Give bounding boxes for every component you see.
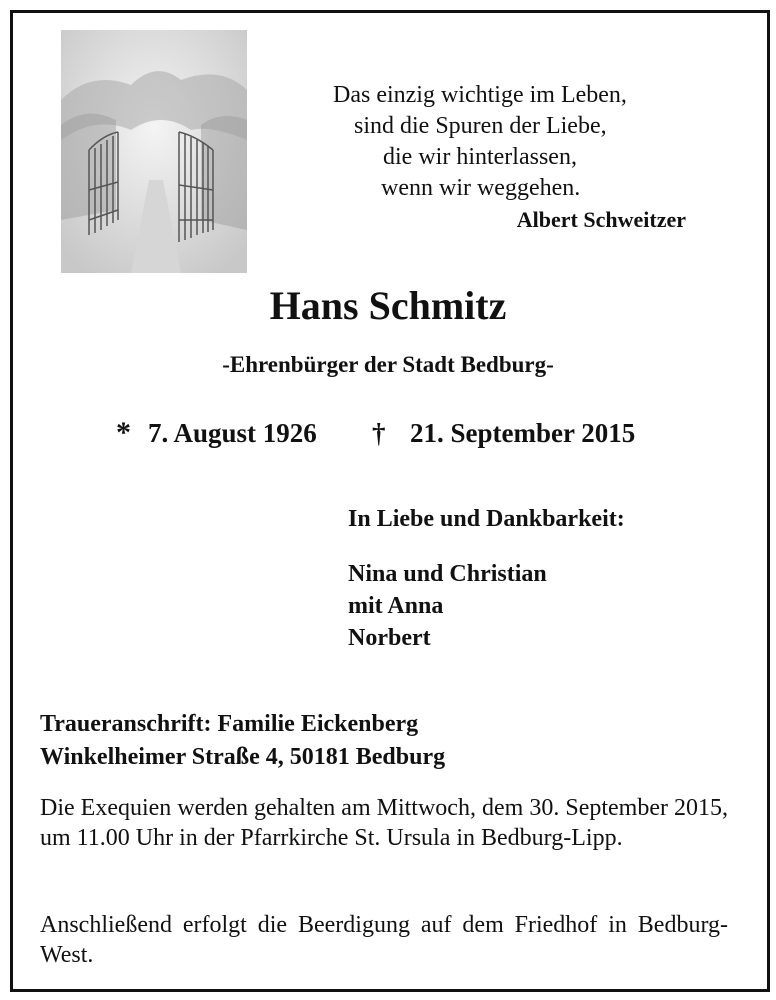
burial-paragraph: Anschließend erfolgt die Beerdigung auf dem Friedhof in Bedburg-West. bbox=[40, 912, 728, 968]
mourner-line: Norbert bbox=[348, 625, 431, 651]
quote-line: sind die Spuren der Liebe, bbox=[354, 113, 607, 139]
quote-line: Das einzig wichtige im Leben, bbox=[333, 82, 627, 108]
mourners-list bbox=[348, 558, 547, 654]
birth-symbol: * bbox=[116, 416, 131, 449]
mourner-line: Nina und Christian bbox=[348, 561, 547, 587]
quote-line: die wir hinterlassen, bbox=[383, 144, 577, 170]
quote-author: Albert Schweitzer bbox=[516, 207, 686, 232]
death-date: 21. September 2015 bbox=[410, 418, 636, 448]
deceased-name: Hans Schmitz bbox=[269, 283, 507, 328]
mourning-address bbox=[40, 708, 445, 774]
mourners-heading: In Liebe und Dankbarkeit: bbox=[348, 506, 625, 532]
quote-block bbox=[300, 80, 690, 235]
quote-line: wenn wir weggehen. bbox=[381, 175, 581, 201]
birth-date: 7. August 1926 bbox=[148, 418, 317, 448]
honorary-title: -Ehrenbürger der Stadt Bedburg- bbox=[222, 352, 554, 377]
mourner-line: mit Anna bbox=[348, 593, 444, 619]
address-line: Winkelheimer Straße 4, 50181 Bedburg bbox=[40, 744, 446, 770]
address-line: Traueranschrift: Familie Eickenberg bbox=[40, 711, 419, 737]
cemetery-gate-image bbox=[61, 30, 247, 273]
cross-icon: † bbox=[372, 418, 386, 448]
exequies-paragraph: Die Exequien werden gehalten am Mittwoch, dem 30. September 2015, um 11.00 Uhr in der Pfarrkirche St. Ursula in Bedburg-Lipp. bbox=[40, 795, 728, 851]
